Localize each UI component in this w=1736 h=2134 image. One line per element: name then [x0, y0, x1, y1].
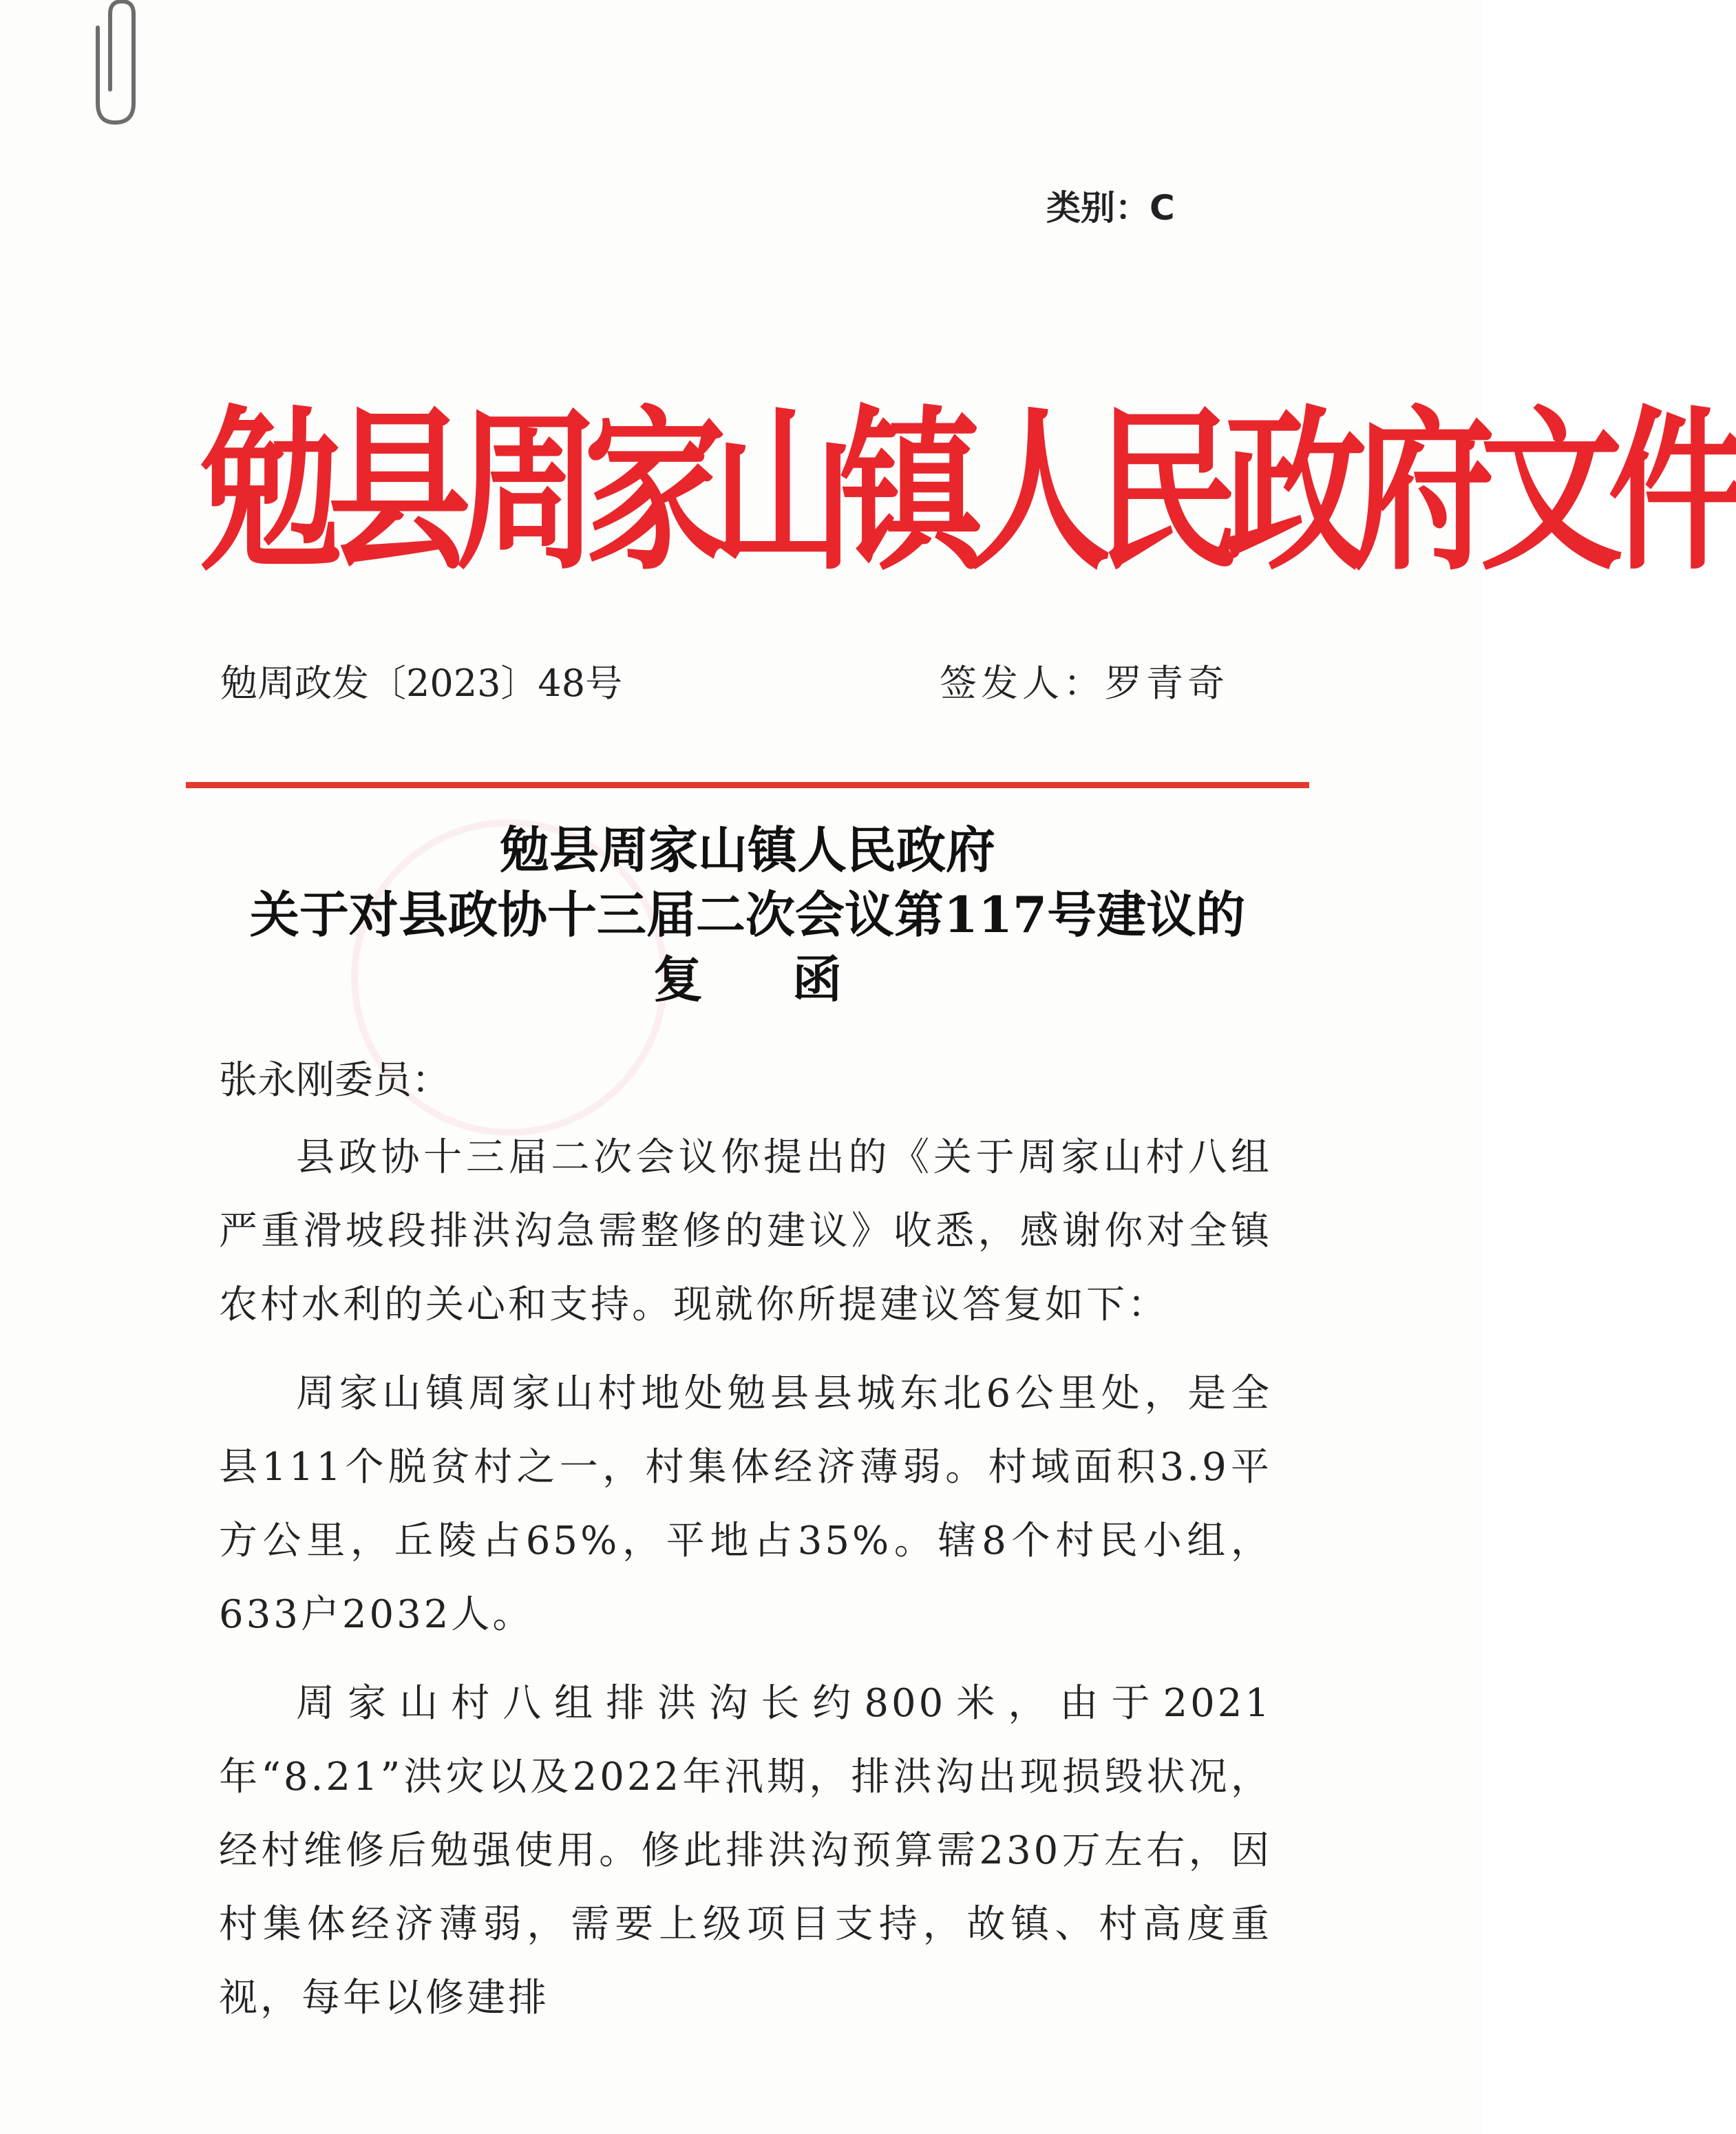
title-line-1: 勉县周家山镇人民政府: [499, 821, 995, 879]
title-line-3: 复函: [653, 950, 931, 1008]
red-divider: [186, 782, 1309, 788]
document-masthead: 勉县周家山镇人民政府文件: [200, 389, 1736, 595]
letter-body: [219, 1046, 1272, 2050]
issuer-label: 签发人：罗青奇: [940, 662, 1229, 705]
title-line-2: 关于对县政协十三届二次会议第117号建议的: [249, 885, 1246, 944]
document-number: 勉周政发〔2023〕48号: [220, 662, 623, 705]
document-title: [186, 818, 1309, 1012]
body-paragraph: 县政协十三届二次会议你提出的《关于周家山村八组严重滑坡段排洪沟急需整修的建议》收悉，感谢你对全镇农村水利的关心和支持。现就你所提建议答复如下：: [219, 1135, 1272, 1327]
paperclip-icon: [84, 0, 153, 138]
body-paragraph: 周家山镇周家山村地处勉县县城东北6公里处，是全县111个脱贫村之一，村集体经济薄弱。村域面积3.9平方公里，丘陵占65%，平地占35%。辖8个村民小组，633户2032人。: [219, 1371, 1272, 1637]
salutation: 张永刚委员：: [219, 1058, 450, 1103]
category-label: 类别：C: [1046, 188, 1175, 228]
body-paragraph: 周家山村八组排洪沟长约800米，由于2021年“8.21”洪灾以及2022年汛期，排洪沟出现损毁状况，经村维修后勉强使用。修此排洪沟预算需230万左右，因村集体经济薄弱，需要上级项目支持，故镇、村高度重视，每年以修建排: [219, 1681, 1272, 2020]
